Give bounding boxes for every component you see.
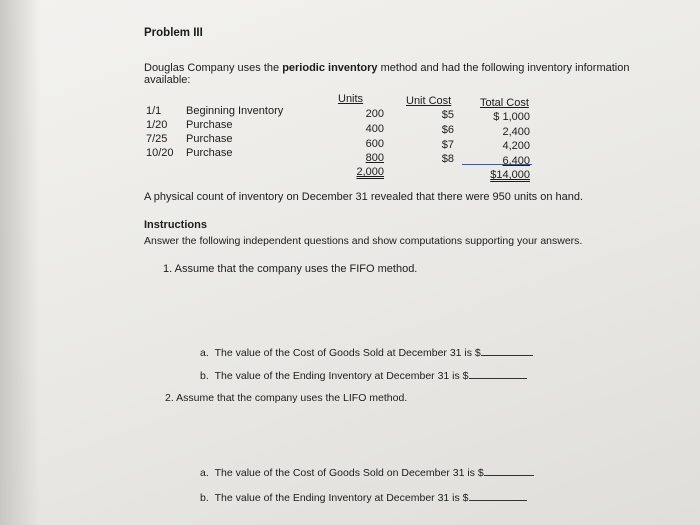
intro-prefix: Douglas Company uses the — [144, 62, 283, 74]
row-unit-cost: $8 — [441, 153, 454, 165]
question-text: Assume that the company uses the FIFO method. — [174, 263, 418, 275]
intro-bold: periodic inventory — [282, 62, 378, 74]
row-units: 600 — [365, 138, 384, 150]
question-text: Assume that the company uses the LIFO method. — [176, 392, 408, 404]
row-date: 1/20 — [146, 119, 168, 131]
row-total-cost: 2,400 — [502, 126, 530, 138]
header-units: Units — [338, 93, 364, 105]
row-total-cost: 6,400 — [502, 155, 530, 167]
question-label: 1. — [163, 263, 173, 275]
row-unit-cost: $5 — [441, 109, 454, 121]
question-1b — [200, 368, 527, 382]
row-total-cost: 4,200 — [502, 140, 530, 152]
row-description: Purchase — [186, 133, 233, 145]
answer-blank[interactable] — [481, 345, 533, 356]
header-unit-cost: Unit Cost — [406, 95, 452, 107]
row-date: 10/20 — [146, 147, 174, 159]
row-date: 1/1 — [146, 105, 162, 117]
part-label: a. — [200, 347, 209, 359]
instructions-heading: Instructions — [144, 219, 207, 231]
part-label: a. — [200, 467, 209, 479]
question-2b — [200, 490, 527, 504]
row-units: 800 — [365, 152, 384, 164]
instructions-text: Answer the following independent questions and show computations supporting your answers. — [144, 235, 583, 247]
question-label: 2. — [165, 392, 174, 404]
part-text: The value of the Cost of Goods Sold at December 31 is $ — [214, 347, 481, 359]
part-text: The value of the Ending Inventory at December 31 is $ — [214, 370, 469, 382]
intro-line-1 — [144, 62, 629, 74]
part-label: b. — [200, 370, 209, 382]
intro-suffix: method and had the following inventory information — [377, 62, 630, 74]
problem-title: Problem III — [144, 27, 203, 39]
header-total-cost: Total Cost — [480, 97, 529, 109]
answer-blank[interactable] — [484, 465, 534, 476]
question-1a — [200, 345, 533, 359]
row-units: 200 — [365, 108, 384, 120]
page-shadow — [0, 0, 40, 525]
row-total-cost: $ 1,000 — [493, 111, 530, 123]
answer-blank[interactable] — [469, 490, 527, 501]
row-unit-cost: $6 — [441, 124, 454, 136]
row-date: 7/25 — [146, 133, 168, 145]
row-units: 400 — [365, 123, 384, 135]
row-description: Beginning Inventory — [186, 105, 284, 117]
row-description: Purchase — [186, 119, 233, 131]
intro-line-2: available: — [144, 74, 191, 86]
total-units: 2,000 — [356, 166, 384, 178]
part-label: b. — [200, 492, 209, 504]
answer-blank[interactable] — [469, 368, 527, 379]
part-text: The value of the Ending Inventory at December 31 is $ — [214, 492, 469, 504]
question-1 — [163, 263, 417, 275]
total-cost: $14,000 — [490, 169, 530, 181]
question-2 — [165, 392, 407, 404]
question-2a — [200, 465, 534, 479]
row-description: Purchase — [186, 147, 233, 159]
part-text: The value of the Cost of Goods Sold on December 31 is $ — [214, 467, 484, 479]
physical-count-text: A physical count of inventory on December 31 revealed that there were 950 units on hand. — [144, 191, 584, 203]
row-unit-cost: $7 — [441, 139, 454, 151]
